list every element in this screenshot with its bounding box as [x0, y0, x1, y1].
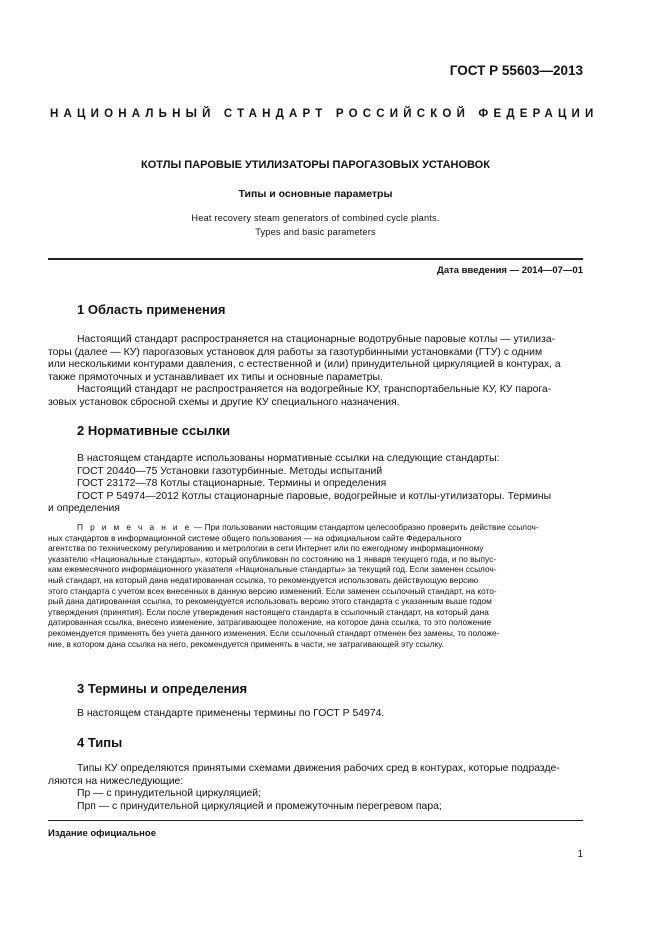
- section-3-body: [48, 708, 583, 721]
- text-line: зовых установок сбросной схемы и другие КУ специального назначения.: [48, 396, 400, 408]
- national-standard-banner: НАЦИОНАЛЬНЫЙ СТАНДАРТ РОССИЙСКОЙ ФЕДЕРАЦИИ: [50, 108, 599, 120]
- note-line: датированная ссылка, внесено изменение, затрагивающее положение, на которое дана ссылка, то это положение: [48, 617, 492, 628]
- english-title-line-2: Types and basic parameters: [255, 227, 376, 237]
- section-1-heading: 1 Область применения: [77, 302, 226, 317]
- note-line: утверждения (принятия). Если после утверждения настоящего стандарта в ссылочный стандарт, на который дана: [48, 606, 489, 617]
- text-line: Типы КУ определяются принятыми схемами движения рабочих сред в контурах, которые подразде-: [77, 763, 560, 774]
- section-4-body: [48, 763, 583, 813]
- note-line: этого стандарта с учетом всех внесенных в данную версию изменений. Если заменен ссылочный стандарт, на кото-: [48, 585, 497, 596]
- text-line: или несколькими контурами давления, с естественной и (или) принудительной циркуляцией в контурах, а: [48, 359, 561, 370]
- note-block: [48, 522, 583, 649]
- text-line: также прямоточных и устанавливает их типы и основные параметры.: [48, 371, 383, 383]
- reference-item: ГОСТ 23172—78 Котлы стационарные. Термины и определения: [77, 478, 387, 489]
- introduction-date: Дата введения — 2014—07—01: [437, 265, 583, 276]
- english-title-line-1: Heat recovery steam generators of combined cycle plants.: [191, 213, 440, 223]
- note-line: агентства по техническому регулированию и метрологии в сети Интернет или по ежегодному информационному: [48, 543, 484, 554]
- official-edition-label: Издание официальное: [48, 828, 156, 839]
- reference-item: ГОСТ Р 54974—2012 Котлы стационарные паровые, водогрейные и котлы-утилизаторы. Термины: [77, 490, 552, 502]
- section-1-body: [48, 334, 583, 409]
- document-subtitle: Типы и основные параметры: [238, 188, 393, 200]
- bottom-divider: [48, 820, 583, 821]
- section-3-heading: 3 Термины и определения: [77, 681, 248, 696]
- reference-item: ГОСТ 20440—75 Установки газотурбинные. Методы испытаний: [77, 465, 383, 477]
- note-line: ние, в котором дана ссылка на него, рекомендуется применять в части, не затрагивающей эту ссылку.: [48, 638, 444, 649]
- section-4-heading: 4 Типы: [77, 735, 123, 750]
- note-line: ный стандарт, на который дана недатированная ссылка, то рекомендуется использовать действующую версию: [48, 574, 479, 585]
- text-line: ляются на нижеследующие:: [48, 775, 184, 787]
- text-line: Настоящий стандарт не распространяется на водогрейные КУ, транспортабельные КУ, КУ парога-: [77, 384, 552, 395]
- text-line: Настоящий стандарт распространяется на стационарные водотрубные паровые котлы — утилиза-: [77, 334, 556, 345]
- document-code: ГОСТ Р 55603—2013: [449, 63, 583, 78]
- text-line: В настоящем стандарте использованы нормативные ссылки на следующие стандарты:: [77, 453, 500, 464]
- text-line: и определения: [48, 503, 120, 514]
- type-item: Прп — с принудительной циркуляцией и промежуточным перегревом пара;: [77, 800, 442, 812]
- document-title: КОТЛЫ ПАРОВЫЕ УТИЛИЗАТОРЫ ПАРОГАЗОВЫХ УСТАНОВОК: [141, 159, 490, 171]
- section-2-body: [48, 453, 583, 516]
- note-line: кам ежемесячного информационного указателя «Национальные стандарты» за текущий год. Если заменен ссылоч-: [48, 564, 497, 575]
- note-line: рекомендуется применять без учета данного изменения. Если ссылочный стандарт отменен без замены, то положе-: [48, 627, 500, 638]
- note-line: ных стандартов в информационной системе общего пользования — на официальном сайте Федерального: [48, 532, 462, 543]
- note-label: П р и м е ч а н и е: [77, 522, 192, 532]
- note-text: — При пользовании настоящим стандартом целесообразно проверить действие ссылоч-: [191, 522, 539, 532]
- note-line: указателю «Национальные стандарты», который опубликован по состоянию на 1 января текущего года, и по выпус-: [48, 553, 497, 564]
- top-divider: [48, 258, 583, 260]
- text-line: торы (далее — КУ) парогазовых установок для работы за газотурбинными установками (ГТУ) с одним: [48, 346, 543, 358]
- text-line: В настоящем стандарте применены термины по ГОСТ Р 54974.: [77, 708, 385, 719]
- note-first-line: [48, 522, 583, 533]
- type-item: Пр — с принудительной циркуляцией;: [77, 788, 261, 799]
- page-number: 1: [577, 849, 583, 860]
- note-line: рый дана датированная ссылка, то рекомендуется использовать версию этого стандарта с указанным выше годом: [48, 596, 492, 607]
- section-2-heading: 2 Нормативные ссылки: [77, 423, 231, 438]
